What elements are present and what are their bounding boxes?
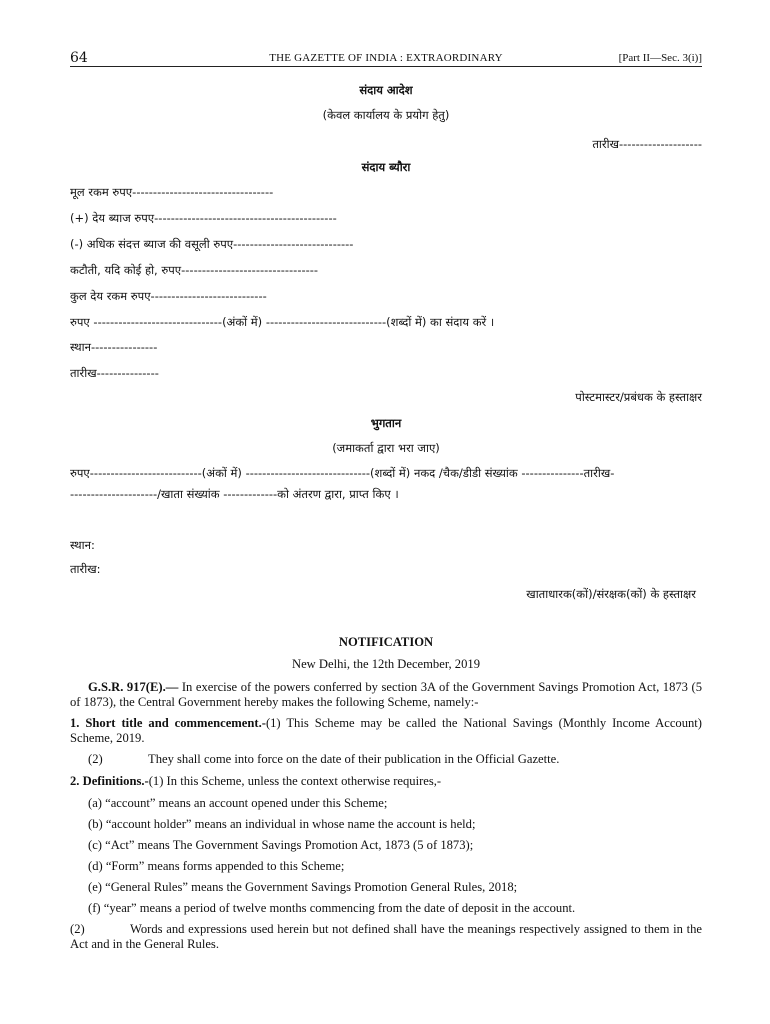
definition-item: (c) “Act” means The Government Savings Promotion Act, 1873 (5 of 1873); — [88, 838, 474, 852]
clause-text: They shall come into force on the date of their publication in the Official Gazette. — [148, 752, 560, 766]
definition-item: (d) “Form” means forms appended to this Scheme; — [88, 859, 345, 873]
section-1-text: (1) This Scheme may be called the National Savings (Monthly Income Account) Scheme, 2019. — [70, 716, 703, 745]
form-line: मूल रकम रुपए---------------------------------- — [70, 185, 274, 199]
payment-line: रुपए---------------------------(अंकों में) ------------------------------(शब्दों में) नकद /चैक/डीडी संख्यांक ---------------तारीख- — [70, 466, 615, 480]
section-1-label: 1. Short title and commencement.- — [70, 716, 266, 730]
gsr-paragraph — [70, 680, 702, 710]
date-label: तारीख: — [70, 562, 101, 576]
payment-heading: भुगतान — [370, 416, 402, 430]
part-section: [Part II—Sec. 3(i)] — [618, 52, 702, 64]
form-line: रुपए -------------------------------(अंकों में) -----------------------------(शब्दों में) का संदाय करें । — [70, 315, 495, 329]
section-2-sub-2 — [70, 922, 702, 952]
form-line: कुल देय रकम रुपए---------------------------- — [70, 289, 267, 303]
office-use-note: (केवल कार्यालय के प्रयोग हेतु) — [322, 108, 450, 122]
definition-item: (b) “account holder” means an individual in whose name the account is held; — [88, 817, 476, 831]
form-line: (-) अधिक संदत्त ब्याज की वसूली रुपए----------------------------- — [70, 237, 354, 251]
section-1 — [70, 716, 702, 746]
date-field: तारीख-------------------- — [592, 137, 702, 151]
clause-number: (2) — [70, 922, 85, 936]
gazette-title: THE GAZETTE OF INDIA : EXTRAORDINARY — [269, 52, 503, 64]
clause-number: (2) — [88, 752, 103, 766]
postmaster-signature: पोस्टमास्टर/प्रबंधक के हस्ताक्षर — [575, 390, 702, 404]
page-number: 64 — [70, 50, 88, 66]
form-line: (+) देय ब्याज रुपए-------------------------------------------- — [70, 211, 337, 225]
section-2-text: (1) In this Scheme, unless the context otherwise requires,- — [148, 774, 442, 788]
gsr-label: G.S.R. 917(E).— — [88, 680, 179, 694]
depositor-note: (जमाकर्ता द्वारा भरा जाए) — [332, 441, 440, 455]
section-2-label: 2. Definitions.- — [70, 774, 149, 788]
definition-item: (a) “account” means an account opened under this Scheme; — [88, 796, 388, 810]
notification-dateline: New Delhi, the 12th December, 2019 — [292, 657, 480, 671]
notification-title: NOTIFICATION — [338, 635, 434, 649]
payment-line: ---------------------/खाता संख्यांक -------------को अंतरण द्वारा, प्राप्त किए । — [70, 487, 399, 501]
place-label: स्थान: — [70, 538, 95, 552]
definition-item: (f) “year” means a period of twelve months commencing from the date of deposit in the account. — [88, 901, 576, 915]
payment-order-heading: संदाय आदेश — [359, 83, 413, 97]
form-line: स्थान---------------- — [70, 340, 158, 354]
gsr-text: In exercise of the powers conferred by section 3A of the Government Savings Promotion Act, 1873 (5 of 1873), the Central Government hereby makes the following Scheme, namely:- — [70, 680, 702, 709]
header-rule — [70, 66, 702, 67]
form-line: तारीख--------------- — [70, 366, 159, 380]
form-line: कटौती, यदि कोई हो, रुपए--------------------------------- — [70, 263, 319, 277]
section-1-sub-2 — [70, 752, 702, 767]
payment-details-heading: संदाय ब्यौरा — [361, 160, 411, 174]
section-2 — [70, 774, 702, 789]
clause-text: Words and expressions used herein but not defined shall have the meanings respectively assigned to them in the Act and in the General Rules. — [70, 922, 702, 951]
definition-item: (e) “General Rules” means the Government Savings Promotion General Rules, 2018; — [88, 880, 518, 894]
gazette-header — [70, 50, 702, 68]
account-holder-signature: खाताधारक(कों)/संरक्षक(कों) के हस्ताक्षर — [526, 587, 696, 601]
